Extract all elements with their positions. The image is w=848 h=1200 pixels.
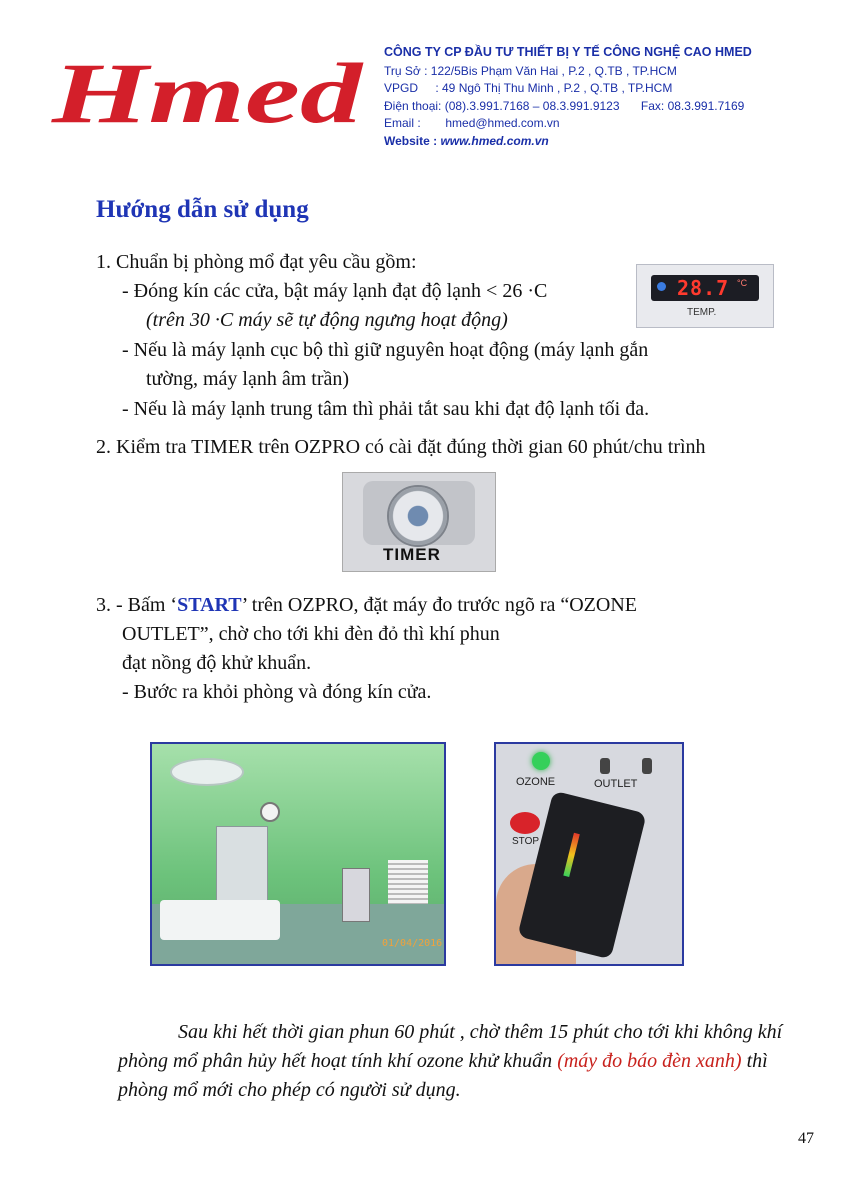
operating-table-icon <box>160 900 280 940</box>
timer-label: TIMER <box>383 545 441 564</box>
stop-label: STOP <box>512 836 540 847</box>
step1-heading: 1. Chuẩn bị phòng mổ đạt yêu cầu gồm: <box>96 251 417 273</box>
thermostat-photo <box>636 264 774 328</box>
email-link[interactable]: hmed@hmed.com.vn <box>445 116 560 130</box>
step3-line1 <box>96 590 637 620</box>
website-row <box>384 133 752 151</box>
meter-led-bar-icon <box>563 833 579 877</box>
step2-text: 2. Kiểm tra TIMER trên OZPRO có cài đặt đúng thời gian 60 phút/chu trình <box>96 436 706 458</box>
step3-post: ’ trên OZPRO, đặt máy đo trước ngõ ra “OZONE <box>241 594 637 616</box>
page-title: Hướng dẫn sử dụng <box>96 196 309 223</box>
hmed-logo <box>48 48 368 138</box>
company-name: CÔNG TY CP ĐẦU TƯ THIẾT BỊ Y TẾ CÔNG NGHỆ CAO HMED <box>384 45 752 59</box>
thermostat-unit: °C <box>737 278 748 288</box>
rep-address-row <box>384 80 752 98</box>
photo-date-stamp: 01/04/2016 <box>382 938 443 949</box>
step1-bullet1-line1: - Đóng kín các cửa, bật máy lạnh đạt độ lạnh < 26 ·C <box>122 280 548 302</box>
outlet-valve-icon <box>600 758 610 774</box>
rep-address: : 49 Ngô Thị Thu Minh , P.2 , Q.TB , TP.HCM <box>435 81 673 95</box>
button-icon <box>657 282 666 291</box>
outlet-valve-icon <box>642 758 652 774</box>
wall-clock-icon <box>260 802 280 822</box>
phone-number: (08).3.991.7168 – 08.3.991.9123 <box>444 98 620 113</box>
step3-line2: OUTLET”, chờ cho tới khi đèn đỏ thì khí phun <box>122 623 500 645</box>
outlet-label: OUTLET <box>594 778 638 790</box>
step3-pre: 3. - Bấm ‘ <box>96 594 178 616</box>
phone-label: Điện thoại: <box>384 98 442 113</box>
closing-part1: Sau khi hết thời gian phun 60 phút , chờ thêm 15 phút cho tới khi không khí phòng mổ phân hủy hết hoạt tính khí ozone khử khuẩn <box>118 1021 783 1072</box>
closing-red-note: (máy đo báo đèn xanh) <box>557 1050 742 1072</box>
page-number: 47 <box>798 1130 814 1147</box>
wall-vent-icon <box>388 860 428 904</box>
company-info <box>384 44 752 150</box>
office-address-row <box>384 63 752 81</box>
fax-number: Fax: 08.3.991.7169 <box>640 98 745 113</box>
stop-button-icon <box>510 812 540 834</box>
start-keyword: START <box>177 594 242 616</box>
step3-line4: - Bước ra khỏi phòng và đóng kín cửa. <box>122 681 432 703</box>
closing-paragraph <box>118 1018 818 1105</box>
email-label: Email : <box>384 116 421 130</box>
step1-bullet2-line2: tường, máy lạnh âm trần) <box>146 368 350 390</box>
ozone-label: OZONE <box>516 776 556 788</box>
thermostat-label: TEMP. <box>687 307 717 318</box>
website-link[interactable]: www.hmed.com.vn <box>440 133 549 148</box>
step1-bullet2-line1: - Nếu là máy lạnh cục bộ thì giữ nguyên hoạt động (máy lạnh gắn <box>122 339 649 361</box>
office-address: 122/5Bis Phạm Văn Hai , P.2 , Q.TB , TP.HCM <box>430 63 677 78</box>
email-row <box>384 115 752 133</box>
step1-bullet3: - Nếu là máy lạnh trung tâm thì phải tắt sau khi đạt độ lạnh tối đa. <box>122 398 650 420</box>
step1-bullet1-line2: (trên 30 ·C máy sẽ tự động ngưng hoạt động) <box>146 309 508 331</box>
timer-photo <box>342 472 496 572</box>
logo-text: Hmed <box>50 48 365 138</box>
office-label: Trụ Sở : <box>384 63 428 78</box>
closing-part2: thì phòng mổ mới cho phép có người sử dụng. <box>118 1050 768 1101</box>
surgical-lamp-icon <box>170 758 244 786</box>
ozone-indicator-icon <box>532 752 550 770</box>
ozone-device-photo <box>494 742 684 966</box>
operating-room-photo <box>150 742 446 966</box>
thermostat-display: 28.7 <box>677 276 730 300</box>
timer-dial-icon <box>387 485 449 547</box>
rep-label: VPGD <box>384 81 419 95</box>
ozpro-device-icon <box>342 868 370 922</box>
step3-line3: đạt nồng độ khử khuẩn. <box>122 652 312 674</box>
website-label: Website : <box>384 133 438 148</box>
phone-row <box>384 98 752 116</box>
